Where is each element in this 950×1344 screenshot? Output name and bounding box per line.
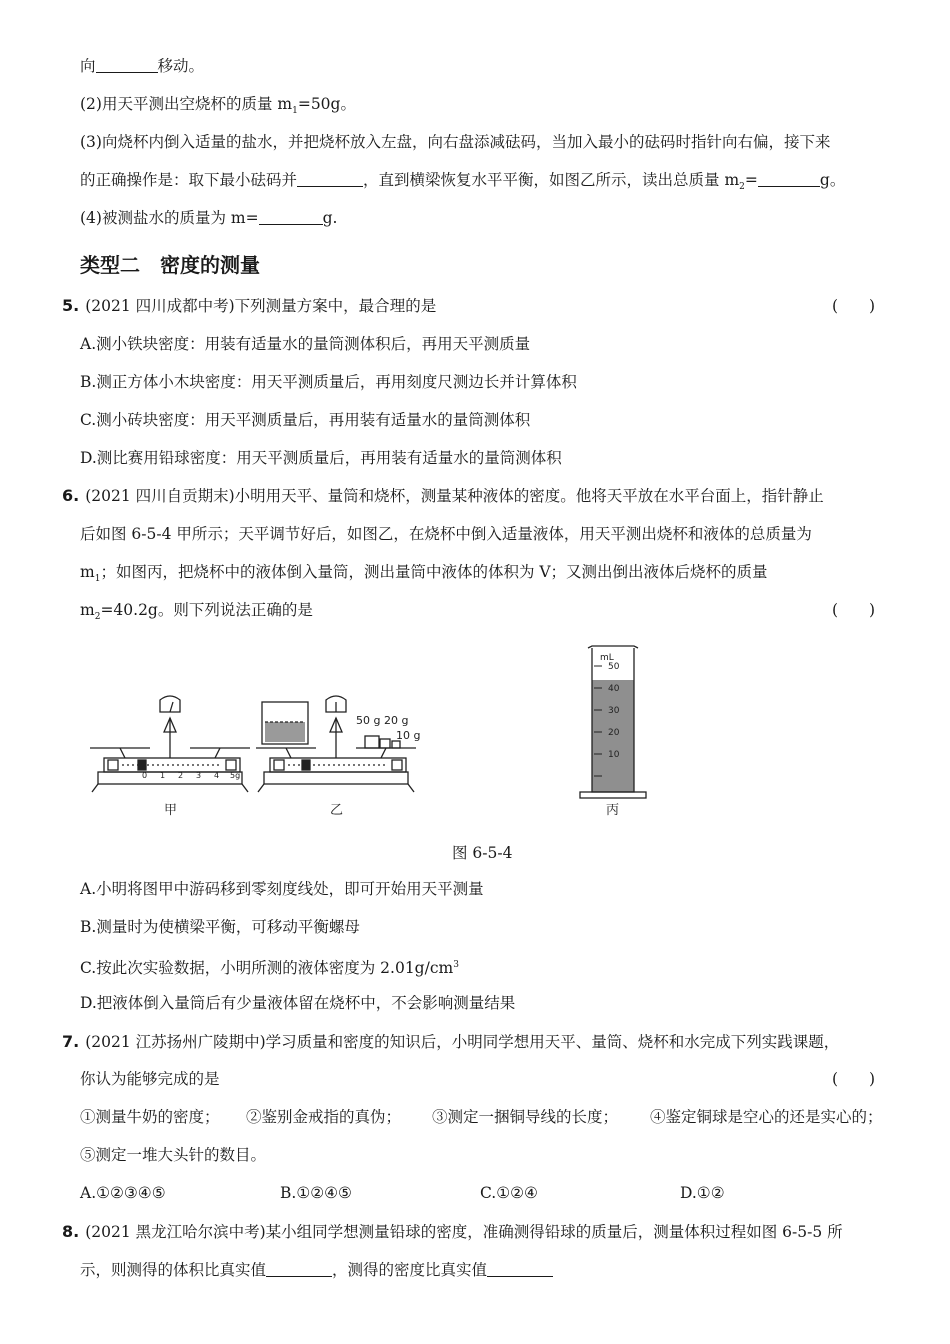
q7-option-a: A.①②③④⑤ <box>80 1184 166 1202</box>
cylinder-tick: 20 <box>608 728 620 738</box>
question-number: 6. <box>62 486 80 505</box>
section-title: 类型二 密度的测量 <box>80 253 260 277</box>
q7-option-b: B.①②④⑤ <box>280 1184 352 1202</box>
cylinder-tick: 50 <box>608 662 620 672</box>
figure-6-5-4 <box>80 640 780 825</box>
q8-line-2: 示，则测得的体积比真实值 ，测得的密度比真实值 <box>80 1259 553 1281</box>
q6-line-1: 6. (2021 四川自贡期末)小明用天平、量筒和烧杯，测量某种液体的密度。他将天平放在水平台面上，指针静止 <box>62 486 824 505</box>
q4-step-4: (4)被测盐水的质量为 m= g. <box>80 209 338 227</box>
cylinder-unit: mL <box>600 653 614 663</box>
q4-step-2: (2)用天平测出空烧杯的质量 $m_1=50g$。 <box>80 95 356 117</box>
scale-tick: 1 <box>160 771 166 780</box>
figure-label-jia: 甲 <box>164 803 178 818</box>
q7-option-d: D.①② <box>680 1184 725 1202</box>
q6-option-b: B.测量时为使横梁平衡，可移动平衡螺母 <box>80 918 360 936</box>
scale-tick: 3 <box>196 771 202 780</box>
q5-option-b: B.测正方体小木块密度：用天平测质量后，再用刻度尺测边长并计算体积 <box>80 373 577 391</box>
scale-tick: 0 <box>142 771 148 780</box>
q6-option-d: D.把液体倒入量筒后有少量液体留在烧杯中，不会影响测量结果 <box>80 994 516 1012</box>
q4-step-3-line-1: (3)向烧杯内倒入适量的盐水，并把烧杯放入左盘，向右盘添减砝码，当加入最小的砝码时指针向右偏，接下来 <box>80 133 831 151</box>
scale-tick: 5g <box>230 771 241 780</box>
answer-paren[interactable]: ( ) <box>832 601 876 619</box>
q7-item-3: ③测定一捆铜导线的长度； <box>432 1108 619 1126</box>
answer-blank[interactable] <box>266 1260 332 1277</box>
answer-blank[interactable] <box>259 208 323 225</box>
answer-blank[interactable] <box>96 56 158 73</box>
answer-paren[interactable]: ( ) <box>832 1070 876 1088</box>
q7-item-5: ⑤测定一堆大头针的数目。 <box>80 1146 267 1164</box>
q5-stem: 5. (2021 四川成都中考)下列测量方案中，最合理的是 <box>62 296 437 315</box>
q7-option-c: C.①②④ <box>480 1184 538 1202</box>
q6-option-a: A.小明将图甲中游码移到零刻度线处，即可开始用天平测量 <box>80 880 484 898</box>
scale-tick: 4 <box>214 771 220 780</box>
q5-option-c: C.测小砖块密度：用天平测质量后，再用装有适量水的量筒测体积 <box>80 411 531 429</box>
answer-blank[interactable] <box>487 1260 553 1277</box>
q5-option-a: A.测小铁块密度：用装有适量水的量筒测体积后，再用天平测质量 <box>80 335 531 353</box>
answer-blank[interactable] <box>297 170 363 187</box>
weight-label: 20 g <box>384 714 409 727</box>
answer-paren[interactable]: ( ) <box>832 297 876 315</box>
balance-yi <box>256 696 416 792</box>
scale-tick: 2 <box>178 771 184 780</box>
q7-line-1: 7. (2021 江苏扬州广陵期中)学习质量和密度的知识后，小明同学想用天平、量筒、烧杯和水完成下列实践课题， <box>62 1032 840 1051</box>
answer-blank[interactable] <box>758 170 820 187</box>
cylinder-tick: 40 <box>608 684 620 694</box>
figure-label-bing: 丙 <box>606 803 620 818</box>
cylinder-tick: 10 <box>608 750 620 760</box>
q7-line-2: 你认为能够完成的是 <box>80 1070 220 1088</box>
balance-jia <box>90 696 250 792</box>
q6-line-3: $m_1$；如图丙，把烧杯中的液体倒入量筒，测出量筒中液体的体积为 V；又测出倒出液体后烧杯的质量 <box>80 563 768 585</box>
q4-line-1: 向 移动。 <box>80 57 205 75</box>
q8-line-1: 8. (2021 黑龙江哈尔滨中考)某小组同学想测量铅球的密度，准确测得铅球的质量后，测量体积过程如图 6-5-5 所 <box>62 1222 843 1241</box>
figure-label-yi: 乙 <box>330 803 344 818</box>
q7-item-2: ②鉴别金戒指的真伪； <box>246 1108 402 1126</box>
question-number: 8. <box>62 1222 80 1241</box>
cylinder-tick: 30 <box>608 706 620 716</box>
q4-step-3-line-2: 的正确操作是：取下最小砝码并 ，直到横梁恢复水平平衡，如图乙所示，读出总质量 $m_2= g$。 <box>80 171 846 193</box>
weight-label: 10 g <box>396 729 421 742</box>
weight-label: 50 g <box>356 714 381 727</box>
q6-line-2: 后如图 6-5-4 甲所示；天平调节好后，如图乙，在烧杯中倒入适量液体，用天平测出烧杯和液体的总质量为 <box>80 525 812 543</box>
q7-item-4: ④鉴定铜球是空心的还是实心的； <box>650 1108 883 1126</box>
question-number: 5. <box>62 296 80 315</box>
question-number: 7. <box>62 1032 80 1051</box>
q6-line-4: $m_2=40.2g$。则下列说法正确的是 <box>80 601 313 623</box>
q6-option-c: C.按此次实验数据，小明所测的液体密度为 $2.01g/cm^3$ <box>80 959 459 978</box>
figure-caption: 图 6-5-4 <box>452 844 513 862</box>
q5-option-d: D.测比赛用铅球密度：用天平测质量后，再用装有适量水的量筒测体积 <box>80 449 562 467</box>
q7-item-1: ①测量牛奶的密度； <box>80 1108 220 1126</box>
